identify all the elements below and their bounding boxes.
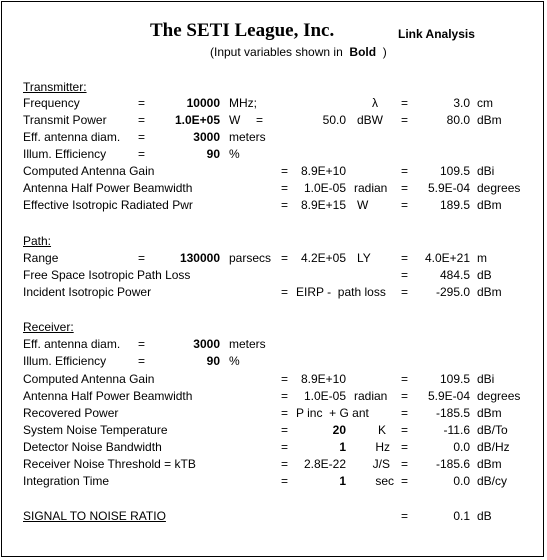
result-unit: dBm — [477, 113, 502, 127]
transmitter-heading-row — [0, 79, 547, 96]
row-label: Computed Antenna Gain — [23, 372, 155, 386]
result-unit: dBm — [477, 457, 502, 471]
rx-threshold-row — [0, 456, 547, 473]
mid-unit: W — [357, 198, 369, 212]
lambda-symbol: λ — [372, 96, 378, 110]
tx-power-row — [0, 112, 547, 129]
equals: = — [138, 147, 146, 161]
equals: = — [401, 457, 409, 471]
result-unit: degrees — [477, 181, 521, 195]
rx-noise-temp-row — [0, 422, 547, 439]
result-value: -185.5 — [435, 406, 470, 420]
equals: = — [401, 285, 409, 299]
equals: = — [401, 181, 409, 195]
mid-unit: J/S — [372, 457, 390, 471]
result-value: -185.6 — [435, 457, 470, 471]
row-label: Antenna Half Power Beamwidth — [23, 181, 193, 195]
equals: = — [281, 198, 289, 212]
input-unit: MHz; — [229, 96, 257, 110]
result-unit: dB — [477, 268, 492, 282]
input-unit: parsecs — [229, 251, 272, 265]
mid-value: 8.9E+15 — [300, 198, 346, 212]
equals: = — [138, 337, 146, 351]
mid-unit: Hz — [375, 440, 390, 454]
equals: = — [401, 96, 409, 110]
mid-unit: LY — [357, 251, 371, 265]
rx-gain-row — [0, 371, 547, 388]
result-value: 4.0E+21 — [424, 251, 470, 265]
equals: = — [401, 164, 409, 178]
row-label: Integration Time — [23, 474, 110, 488]
equals: = — [281, 372, 289, 386]
mid-value: 8.9E+10 — [300, 164, 346, 178]
result-value: 5.9E-04 — [427, 181, 470, 195]
snr-unit: dB — [477, 509, 492, 523]
equals: = — [281, 285, 289, 299]
result-value: -295.0 — [435, 285, 470, 299]
equals: = — [401, 440, 409, 454]
input-unit: meters — [229, 130, 266, 144]
rx-beamwidth-row — [0, 388, 547, 405]
mid-value: 1.0E-05 — [303, 389, 346, 403]
equals: = — [281, 181, 289, 195]
row-label: Computed Antenna Gain — [23, 164, 155, 178]
result-value: 80.0 — [446, 113, 470, 127]
result-unit: dB/cy — [477, 474, 508, 488]
mid-formula: P inc + G ant — [296, 406, 369, 420]
input-value[interactable]: 20 — [332, 423, 346, 437]
section-heading: Path: — [23, 234, 52, 248]
equals: = — [281, 251, 289, 265]
input-value[interactable]: 10000 — [186, 96, 220, 110]
result-unit: degrees — [477, 389, 521, 403]
page-subtitle: Link Analysis — [398, 27, 475, 41]
equals: = — [401, 389, 409, 403]
equals: = — [138, 113, 146, 127]
row-label: Effective Isotropic Radiated Pwr — [23, 198, 193, 212]
result-value: 484.5 — [439, 268, 470, 282]
mid-formula: EIRP - path loss — [296, 285, 386, 299]
equals: = — [401, 406, 409, 420]
result-value: 0.0 — [453, 474, 470, 488]
row-label: System Noise Temperature — [23, 423, 168, 437]
equals: = — [281, 406, 289, 420]
input-value[interactable]: 90 — [206, 354, 220, 368]
result-unit: dBm — [477, 285, 502, 299]
tx-illum-row — [0, 146, 547, 163]
equals: = — [138, 130, 146, 144]
receiver-heading-row — [0, 319, 547, 336]
row-label: Eff. antenna diam. — [23, 337, 121, 351]
equals: = — [401, 372, 409, 386]
row-label: Receiver Noise Threshold = kTB — [23, 457, 196, 471]
equals: = — [401, 113, 409, 127]
equals: = — [138, 354, 146, 368]
result-unit: dBm — [477, 406, 502, 420]
mid-value: 1.0E-05 — [303, 181, 346, 195]
snr-row — [0, 508, 547, 525]
mid-unit: dBW — [357, 113, 384, 127]
result-unit: dB/To — [477, 423, 508, 437]
input-value[interactable]: 1.0E+05 — [174, 113, 220, 127]
row-label: Detector Noise Bandwidth — [23, 440, 162, 454]
result-value: 109.5 — [439, 372, 470, 386]
result-value: 189.5 — [439, 198, 470, 212]
snr-value: 0.1 — [453, 509, 470, 523]
equals: = — [138, 96, 146, 110]
section-heading: Transmitter: — [23, 80, 87, 94]
note-prefix: (Input variables shown in — [210, 45, 343, 59]
result-value: 3.0 — [453, 96, 470, 110]
result-unit: cm — [477, 96, 493, 110]
input-value[interactable]: 90 — [206, 147, 220, 161]
result-value: -11.6 — [443, 423, 470, 437]
equals: = — [401, 423, 409, 437]
row-label: Antenna Half Power Beamwidth — [23, 389, 193, 403]
result-value: 109.5 — [439, 164, 470, 178]
equals: = — [138, 251, 146, 265]
input-unit: meters — [229, 337, 266, 351]
equals: = — [281, 474, 289, 488]
path-heading-row — [0, 233, 547, 250]
equals: = — [401, 509, 409, 523]
row-label: Illum. Efficiency — [23, 147, 107, 161]
input-value[interactable]: 3000 — [193, 337, 220, 351]
mid-unit: K — [377, 423, 386, 437]
section-heading: Receiver: — [23, 320, 74, 334]
rx-bandwidth-row — [0, 439, 547, 456]
mid-value: 8.9E+10 — [300, 372, 346, 386]
input-value[interactable]: 1 — [339, 474, 346, 488]
row-label: Eff. antenna diam. — [23, 130, 121, 144]
tx-eirp-row — [0, 197, 547, 214]
input-value[interactable]: 130000 — [179, 251, 220, 265]
equals: = — [401, 474, 409, 488]
tx-gain-row — [0, 163, 547, 180]
result-unit: dB/Hz — [477, 440, 510, 454]
input-value[interactable]: 3000 — [193, 130, 220, 144]
input-unit: % — [229, 354, 240, 368]
equals: = — [281, 440, 289, 454]
mid-unit: radian — [354, 389, 388, 403]
mid-unit: radian — [354, 181, 388, 195]
row-label: Frequency — [23, 96, 80, 110]
equals: = — [401, 251, 409, 265]
rx-recovered-row — [0, 405, 547, 422]
path-incident-row — [0, 284, 547, 301]
input-unit: % — [229, 147, 240, 161]
result-unit: m — [477, 251, 487, 265]
result-value: 5.9E-04 — [427, 389, 470, 403]
rx-diam-row — [0, 336, 547, 353]
tx-diam-row — [0, 129, 547, 146]
result-unit: dBm — [477, 198, 502, 212]
rx-illum-row — [0, 353, 547, 370]
mid-value: 4.2E+05 — [300, 251, 346, 265]
note-suffix: ) — [382, 45, 387, 59]
row-label: Illum. Efficiency — [23, 354, 107, 368]
mid-unit: sec — [375, 474, 394, 488]
equals: = — [281, 389, 289, 403]
equals: = — [281, 423, 289, 437]
input-value[interactable]: 1 — [339, 440, 346, 454]
row-label: Range — [23, 251, 59, 265]
equals: = — [281, 457, 289, 471]
result-unit: dBi — [477, 164, 495, 178]
path-range-row — [0, 250, 547, 267]
tx-frequency-row — [0, 95, 547, 112]
input-unit: W — [229, 113, 241, 127]
result-unit: dBi — [477, 372, 495, 386]
page-title: The SETI League, Inc. — [150, 20, 335, 41]
note-bold: Bold — [349, 45, 377, 59]
mid-value: 2.8E-22 — [303, 457, 346, 471]
result-value: 0.0 — [453, 440, 470, 454]
input-note — [210, 45, 387, 59]
rx-integration-row — [0, 473, 547, 490]
equals: = — [401, 268, 409, 282]
row-label: Free Space Isotropic Path Loss — [23, 268, 191, 282]
row-label: Transmit Power — [23, 113, 107, 127]
path-loss-row — [0, 267, 547, 284]
equals: = — [256, 113, 264, 127]
snr-label: SIGNAL TO NOISE RATIO — [23, 509, 166, 523]
equals: = — [401, 198, 409, 212]
equals: = — [281, 164, 289, 178]
row-label: Incident Isotropic Power — [23, 285, 152, 299]
row-label: Recovered Power — [23, 406, 119, 420]
mid-value: 50.0 — [322, 113, 346, 127]
tx-beamwidth-row — [0, 180, 547, 197]
